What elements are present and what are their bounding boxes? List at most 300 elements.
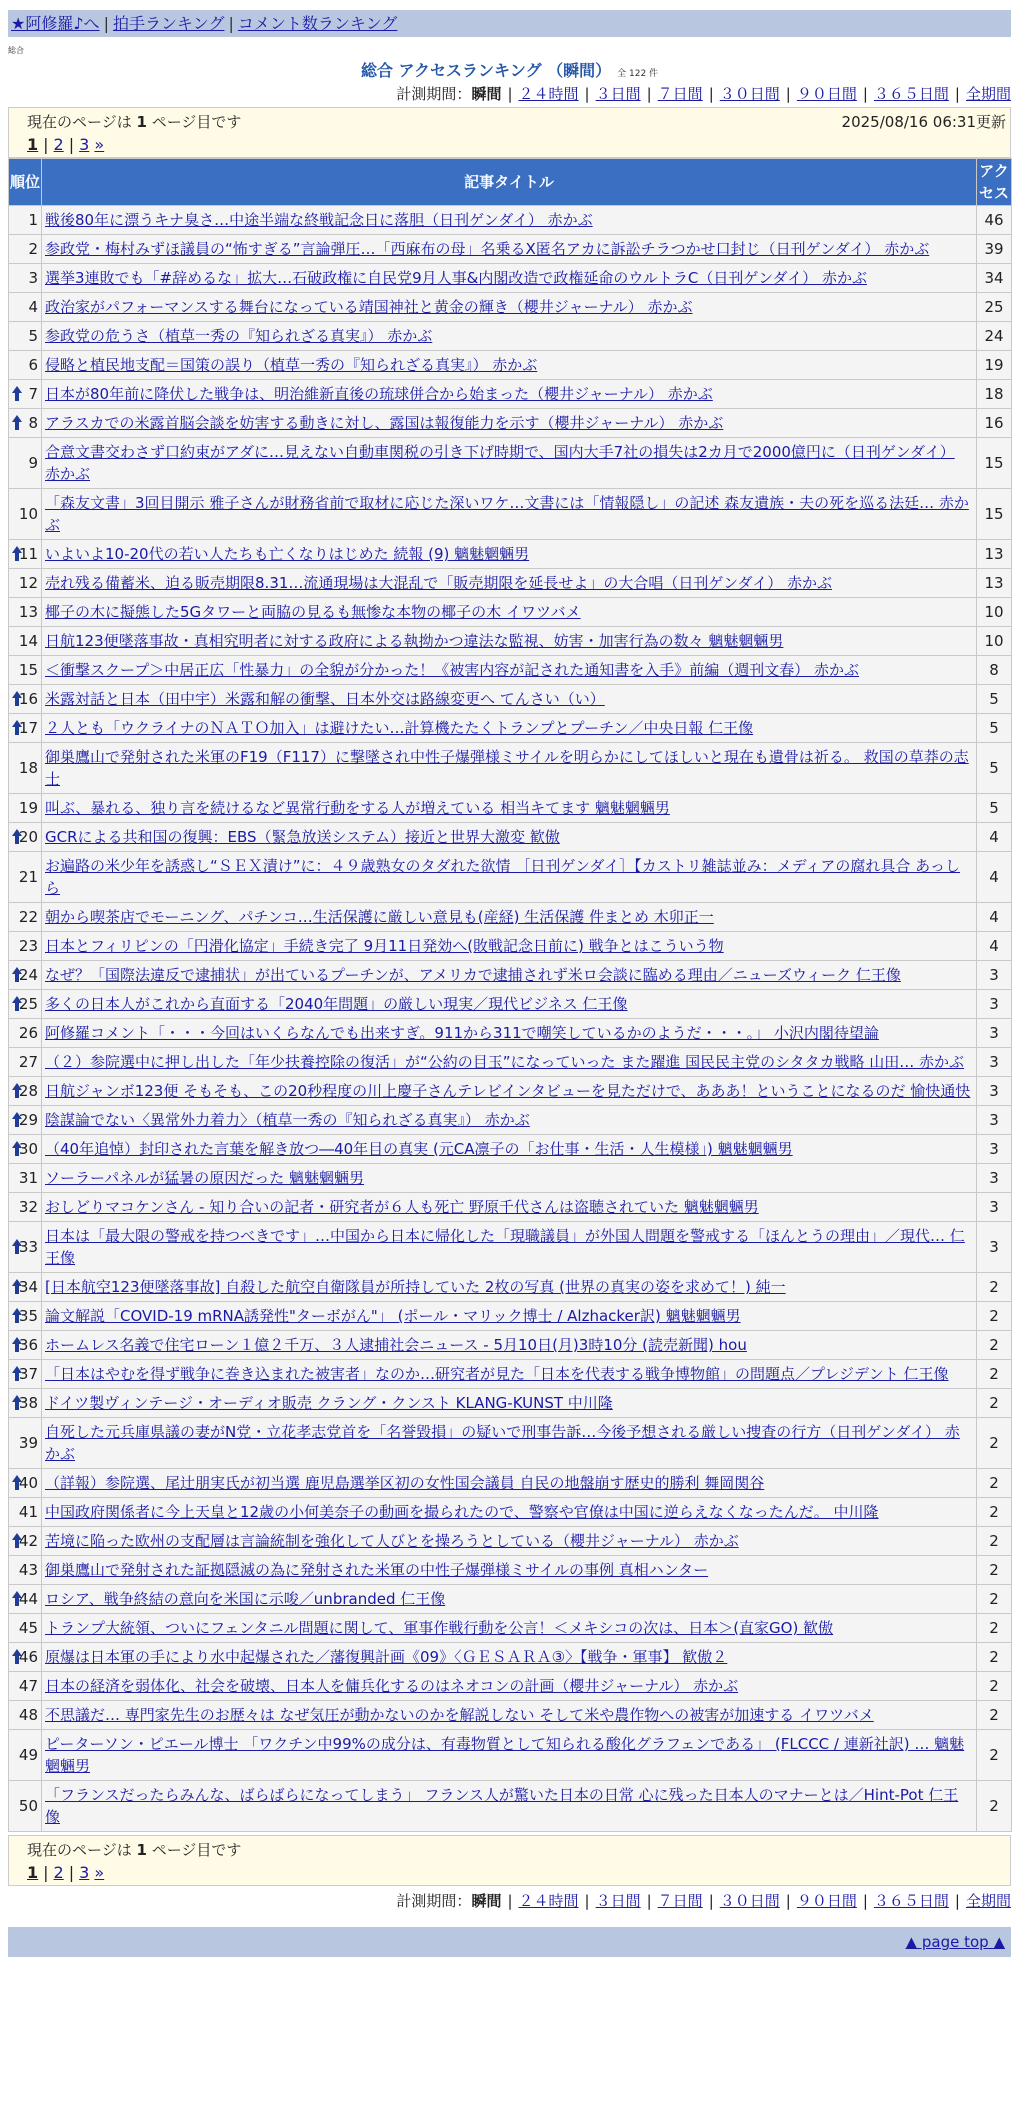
- rank-number: 23: [18, 937, 38, 955]
- period-link[interactable]: ２４時間: [518, 85, 579, 103]
- table-row: [9, 380, 1012, 409]
- rank-cell: [9, 235, 42, 264]
- article-title-link[interactable]: 侵略と植民地支配＝国策の誤り（植草一秀の『知られざる真実』） 赤かぶ: [45, 356, 538, 374]
- rank-up-arrow-icon: [12, 1308, 22, 1315]
- title-cell: [42, 685, 977, 714]
- clap-ranking-link[interactable]: 拍手ランキング: [112, 14, 225, 33]
- rank-cell: [9, 322, 42, 351]
- table-row: [9, 685, 1012, 714]
- table-row: [9, 1331, 1012, 1360]
- rank-number: 26: [18, 1024, 38, 1042]
- home-link[interactable]: ★阿修羅♪へ: [11, 14, 100, 33]
- period-separator: |: [708, 85, 714, 103]
- table-row: [9, 1614, 1012, 1643]
- access-count: 5: [977, 794, 1012, 823]
- rank-number: 32: [18, 1198, 38, 1216]
- table-row: [9, 1701, 1012, 1730]
- rank-number: 50: [18, 1797, 38, 1815]
- table-row: [9, 1135, 1012, 1164]
- period-link[interactable]: ３日間: [595, 1892, 641, 1910]
- table-row: [9, 1469, 1012, 1498]
- rank-number: 25: [18, 995, 38, 1013]
- rank-cell: [9, 1273, 42, 1302]
- rank-up-arrow-icon: [12, 1533, 22, 1540]
- title-cell: [42, 903, 977, 932]
- rank-cell: [9, 1135, 42, 1164]
- rank-number: 13: [18, 603, 38, 621]
- title-cell: [42, 1672, 977, 1701]
- rank-number: 8: [28, 414, 38, 432]
- article-title-link[interactable]: トランプ大統領、ついにフェンタニル問題に関して、軍事作戦行動を公言！＜メキシコの次は、日本＞(直家GO) 歓傲: [45, 1619, 834, 1637]
- article-title-link[interactable]: 論文解説「COVID-19 mRNA誘発性"ターボがん"」 (ポール・マリック博士 / Alzhacker訳) 魑魅魍魎男: [45, 1307, 741, 1325]
- table-row: [9, 1048, 1012, 1077]
- title-cell: [42, 322, 977, 351]
- pagination-next[interactable]: »: [94, 135, 105, 154]
- article-title-link[interactable]: いよいよ10-20代の若い人たちも亡くなりはじめた 続報 (9) 魑魅魍魎男: [45, 545, 530, 563]
- title-cell: [42, 1389, 977, 1418]
- rank-cell: [9, 1614, 42, 1643]
- total-count: 全 122 件: [617, 69, 659, 79]
- table-row: [9, 409, 1012, 438]
- table-row: [9, 961, 1012, 990]
- period-separator: |: [785, 1892, 791, 1910]
- article-title-link[interactable]: 日本が80年前に降伏した戦争は、明治維新直後の琉球併合から始まった（櫻井ジャーナル） 赤かぶ: [45, 385, 713, 403]
- title-cell: [42, 1527, 977, 1556]
- pagination-link[interactable]: 2: [53, 1863, 64, 1882]
- article-title-link[interactable]: 御巣鷹山で発射された米軍のF19（F117）に撃墜され中性子爆弾様ミサイルを明らかにしてほしいと現在も遺骨は祈る。 救国の草莽の志士: [45, 748, 969, 788]
- title-cell: [42, 206, 977, 235]
- pagination-link[interactable]: 3: [79, 135, 90, 154]
- article-title-link[interactable]: （２）参院選中に押し出した「年少扶養控除の復活」が“公約の目玉”になっていった また躍進 国民民主党のシタタカ戦略 山田… 赤かぶ: [45, 1053, 965, 1071]
- rank-cell: [9, 1643, 42, 1672]
- article-title-link[interactable]: 日航123便墜落事故・真相究明者に対する政府による執拗かつ違法な監視、妨害・加害行為の数々 魑魅魍魎男: [45, 632, 784, 650]
- access-count: 3: [977, 1222, 1012, 1273]
- rank-number: 7: [28, 385, 38, 403]
- title-cell: [42, 1077, 977, 1106]
- pagination-link[interactable]: 3: [79, 1863, 90, 1882]
- period-link[interactable]: ７日間: [657, 1892, 703, 1910]
- article-title-link[interactable]: なぜ？「国際法違反で逮捕状」が出ているプーチンが、アメリカで逮捕されず米ロ会談に臨める理由／ニューズウィーク 仁王像: [45, 966, 901, 984]
- article-title-link[interactable]: ロシア、戦争終結の意向を米国に示唆／unbranded 仁王像: [45, 1590, 446, 1608]
- title-column-header: 記事タイトル: [42, 159, 977, 206]
- title-cell: [42, 438, 977, 489]
- table-row: [9, 322, 1012, 351]
- rank-cell: [9, 489, 42, 540]
- rank-up-arrow-icon: [12, 546, 22, 553]
- period-current: 瞬間: [471, 1892, 502, 1910]
- article-title-link[interactable]: 合意文書交わさず口約束がアダに…見えない自動車関税の引き下げ時期で、国内大手7社の損失は2カ月で2000億円に（日刊ゲンダイ） 赤かぶ: [45, 443, 955, 483]
- title-cell: [42, 1331, 977, 1360]
- article-title-link[interactable]: 陰謀論でない〈異常外力着力〉（植草一秀の『知られざる真実』） 赤かぶ: [45, 1111, 530, 1129]
- table-row: [9, 1193, 1012, 1222]
- rank-cell: [9, 380, 42, 409]
- table-row: [9, 1389, 1012, 1418]
- access-count: 19: [977, 351, 1012, 380]
- article-title-link[interactable]: （40年追悼）封印された言葉を解き放つ―40年目の真実 (元CA凛子の「お仕事・生活・人生模様」) 魑魅魍魎男: [45, 1140, 793, 1158]
- article-title-link[interactable]: ソーラーパネルが猛暑の原因だった 魑魅魍魎男: [45, 1169, 365, 1187]
- access-count: 15: [977, 438, 1012, 489]
- table-row: [9, 1360, 1012, 1389]
- article-title-link[interactable]: ドイツ製ヴィンテージ・オーディオ販売 クラング・クンスト KLANG-KUNST 中川隆: [45, 1394, 613, 1412]
- article-title-link[interactable]: おしどりマコケンさん - 知り合いの記者・研究者が６人も死亡 野原千代さんは盗聴されていた 魑魅魍魎男: [45, 1198, 759, 1216]
- article-title-link[interactable]: 叫ぶ、暴れる、独り言を続けるなど異常行動をする人が増えている 相当キてます 魑魅魍魎男: [45, 799, 670, 817]
- rank-cell: [9, 1048, 42, 1077]
- rank-cell: [9, 1331, 42, 1360]
- rank-cell: [9, 932, 42, 961]
- period-link[interactable]: ３日間: [595, 85, 641, 103]
- current-page-prefix: 現在のページは: [27, 1841, 132, 1859]
- page-info-box-bottom: [8, 1835, 1011, 1886]
- rank-number: 1: [28, 211, 38, 229]
- rank-cell: [9, 990, 42, 1019]
- table-row: [9, 351, 1012, 380]
- rank-cell: [9, 293, 42, 322]
- article-title-link[interactable]: 中国政府関係者に今上天皇と12歳の小何美奈子の動画を撮られたので、警察や官僚は中国に逆らえなくなったんだ。 中川隆: [45, 1503, 879, 1521]
- period-separator: |: [584, 1892, 590, 1910]
- rank-up-arrow-icon: [12, 1239, 22, 1246]
- rank-number: 9: [28, 454, 38, 472]
- rank-up-arrow-icon: [12, 996, 22, 1003]
- table-row: [9, 1498, 1012, 1527]
- rank-column-header: 順位: [9, 159, 42, 206]
- title-cell: [42, 1643, 977, 1672]
- rank-number: 44: [18, 1590, 38, 1608]
- period-link[interactable]: 全期間: [965, 1892, 1011, 1910]
- page-info-box: [8, 107, 1011, 158]
- access-count: 3: [977, 961, 1012, 990]
- rank-cell: [9, 1077, 42, 1106]
- page-info-row: [27, 111, 1010, 132]
- title-cell: [42, 235, 977, 264]
- article-title-link[interactable]: 朝から喫茶店でモーニング、パチンコ…生活保護に厳しい意見も(産経) 生活保護 件まとめ 木卯正一: [45, 908, 714, 926]
- rank-number: 46: [18, 1648, 38, 1666]
- table-row: [9, 1730, 1012, 1781]
- title-cell: [42, 1135, 977, 1164]
- rank-cell: [9, 1389, 42, 1418]
- title-cell: [42, 1418, 977, 1469]
- rank-cell: [9, 627, 42, 656]
- rank-up-arrow-icon: [12, 415, 22, 422]
- access-count: 3: [977, 1164, 1012, 1193]
- article-title-link[interactable]: 参政党・梅村みずほ議員の“怖すぎる”言論弾圧…「西麻布の母」名乗るX匿名アカに訴訟チラつかせ口封じ（日刊ゲンダイ） 赤かぶ: [45, 240, 930, 258]
- article-title-link[interactable]: ホームレス名義で住宅ローン１億２千万、３人逮捕社会ニュース - 5月10日(月)3時10分 (読売新聞) hou: [45, 1336, 747, 1354]
- access-count: 3: [977, 1019, 1012, 1048]
- rank-cell: [9, 714, 42, 743]
- title-cell: [42, 1730, 977, 1781]
- pagination: [27, 135, 1010, 154]
- comment-ranking-link[interactable]: コメント数ランキング: [237, 14, 398, 33]
- rank-number: 15: [18, 661, 38, 679]
- pagination-separator: |: [68, 1863, 75, 1882]
- article-title-link[interactable]: 「日本はやむを得ず戦争に巻き込まれた被害者」なのか…研究者が見た「日本を代表する戦争博物館」の問題点／プレジデント 仁王像: [45, 1365, 949, 1383]
- rank-cell: [9, 569, 42, 598]
- title-cell: [42, 932, 977, 961]
- rank-cell: [9, 656, 42, 685]
- rank-cell: [9, 1781, 42, 1832]
- rank-up-arrow-icon: [12, 1366, 22, 1373]
- top-nav-bar: [8, 10, 1011, 37]
- pagination-separator: |: [43, 1863, 49, 1882]
- rank-number: 3: [28, 269, 38, 287]
- table-row: [9, 206, 1012, 235]
- table-row: [9, 1781, 1012, 1832]
- access-count: 2: [977, 1302, 1012, 1331]
- period-link[interactable]: ２４時間: [518, 1892, 579, 1910]
- pagination-current: 1: [27, 1863, 39, 1882]
- rank-cell: [9, 852, 42, 903]
- title-cell: [42, 540, 977, 569]
- title-cell: [42, 714, 977, 743]
- title-cell: [42, 1019, 977, 1048]
- article-title-link[interactable]: 売れ残る備蓄米、迫る販売期限8.31…流通現場は大混乱で「販売期限を延長せよ」の大合唱（日刊ゲンダイ） 赤かぶ: [45, 574, 832, 592]
- rank-number: 10: [18, 505, 38, 523]
- period-separator: |: [507, 85, 513, 103]
- access-count: 25: [977, 293, 1012, 322]
- title-cell: [42, 293, 977, 322]
- period-link[interactable]: ３０日間: [719, 85, 780, 103]
- rank-cell: [9, 1418, 42, 1469]
- article-title-link[interactable]: 不思議だ… 専門家先生のお歴々は なぜ気圧が動かないのかを解説しない そして米や農作物への被害が加速する イワツバメ: [45, 1706, 874, 1724]
- period-separator: |: [646, 1892, 652, 1910]
- rank-number: 30: [18, 1140, 38, 1158]
- title-cell: [42, 380, 977, 409]
- current-page-text: [27, 1839, 241, 1860]
- rank-number: 17: [18, 719, 38, 737]
- current-page-number: 1: [136, 113, 147, 131]
- access-count: 2: [977, 1585, 1012, 1614]
- pagination-link[interactable]: 2: [53, 135, 64, 154]
- rank-number: 14: [18, 632, 38, 650]
- title-cell: [42, 1556, 977, 1585]
- rank-number: 28: [18, 1082, 38, 1100]
- rank-up-arrow-icon: [12, 1475, 22, 1482]
- rank-cell: [9, 1360, 42, 1389]
- rank-number: 49: [18, 1746, 38, 1764]
- category-label: 総合: [8, 46, 24, 55]
- access-count: 2: [977, 1527, 1012, 1556]
- access-count: 16: [977, 409, 1012, 438]
- rank-cell: [9, 743, 42, 794]
- table-row: [9, 1585, 1012, 1614]
- rank-up-arrow-icon: [12, 1279, 22, 1286]
- access-count: 2: [977, 1418, 1012, 1469]
- rank-up-arrow-icon: [12, 386, 22, 393]
- table-row: [9, 1273, 1012, 1302]
- period-link[interactable]: ９０日間: [796, 1892, 857, 1910]
- period-link[interactable]: ９０日間: [796, 85, 857, 103]
- title-cell: [42, 1781, 977, 1832]
- period-current: 瞬間: [471, 85, 502, 103]
- rank-number: 6: [28, 356, 38, 374]
- rank-number: 36: [18, 1336, 38, 1354]
- table-row: [9, 1106, 1012, 1135]
- title-cell: [42, 1222, 977, 1273]
- table-row: [9, 852, 1012, 903]
- rank-number: 22: [18, 908, 38, 926]
- rank-number: 31: [18, 1169, 38, 1187]
- rank-number: 41: [18, 1503, 38, 1521]
- updated-timestamp: 2025/08/16 06:31更新: [841, 113, 1006, 131]
- current-page-number: 1: [136, 1841, 147, 1859]
- rank-number: 33: [18, 1238, 38, 1256]
- access-count: 3: [977, 1106, 1012, 1135]
- article-title-link[interactable]: 多くの日本人がこれから直面する「2040年問題」の厳しい現実／現代ビジネス 仁王像: [45, 995, 628, 1013]
- article-title-link[interactable]: ＜衝撃スクープ＞中居正広「性暴力」の全貌が分かった！《被害内容が記された通知書を入手》前編（週刊文春） 赤かぶ: [45, 661, 860, 679]
- nav-separator: |: [103, 14, 109, 33]
- table-row: [9, 1418, 1012, 1469]
- article-title-link[interactable]: 御巣鷹山で発射された証拠隠滅の為に発射された米軍の中性子爆弾様ミサイルの事例 真相ハンター: [45, 1561, 709, 1579]
- access-count: 39: [977, 235, 1012, 264]
- access-count: 2: [977, 1556, 1012, 1585]
- access-count: 2: [977, 1273, 1012, 1302]
- access-count: 2: [977, 1614, 1012, 1643]
- rank-number: 47: [18, 1677, 38, 1695]
- table-row: [9, 794, 1012, 823]
- access-count: 3: [977, 990, 1012, 1019]
- period-separator: |: [646, 85, 652, 103]
- rank-cell: [9, 1672, 42, 1701]
- access-count: 5: [977, 685, 1012, 714]
- access-count: 46: [977, 206, 1012, 235]
- access-count: 2: [977, 1701, 1012, 1730]
- title-cell: [42, 743, 977, 794]
- rank-number: 16: [18, 690, 38, 708]
- title-cell: [42, 627, 977, 656]
- table-row: [9, 743, 1012, 794]
- table-row: [9, 598, 1012, 627]
- article-title-link[interactable]: 「森友文書」3回目開示 雅子さんが財務省前で取材に応じた深いワケ…文書には「情報隠し」の記述 森友遺族・夫の死を巡る法廷… 赤かぶ: [45, 494, 969, 534]
- access-count: 15: [977, 489, 1012, 540]
- table-row: [9, 293, 1012, 322]
- article-title-link[interactable]: 日本は「最大限の警戒を持つべきです」…中国から日本に帰化した「現職議員」が外国人問題を警戒する「ほんとうの理由」／現代… 仁王像: [45, 1227, 965, 1267]
- title-cell: [42, 1273, 977, 1302]
- access-count: 2: [977, 1331, 1012, 1360]
- title-cell: [42, 1302, 977, 1331]
- rank-cell: [9, 1730, 42, 1781]
- pagination-current: 1: [27, 135, 39, 154]
- title-cell: [42, 823, 977, 852]
- period-separator: |: [862, 85, 868, 103]
- page-top-link[interactable]: ▲ page top ▲: [905, 1933, 1005, 1951]
- title-cell: [42, 1164, 977, 1193]
- page-title: 総合 アクセスランキング （瞬間）: [360, 61, 612, 80]
- rank-number: 34: [18, 1278, 38, 1296]
- rank-number: 11: [18, 545, 38, 563]
- table-row: [9, 569, 1012, 598]
- rank-up-arrow-icon: [12, 1112, 22, 1119]
- title-cell: [42, 852, 977, 903]
- title-cell: [42, 794, 977, 823]
- title-cell: [42, 1701, 977, 1730]
- title-cell: [42, 1048, 977, 1077]
- article-title-link[interactable]: 苦境に陥った欧州の支配層は言論統制を強化して人びとを操ろうとしている（櫻井ジャーナル） 赤かぶ: [45, 1532, 739, 1550]
- table-row: [9, 264, 1012, 293]
- access-count: 2: [977, 1498, 1012, 1527]
- table-row: [9, 714, 1012, 743]
- article-title-link[interactable]: 原爆は日本軍の手により水中起爆された／藩復興計画《09》〈ＧＥＳＡＲＡ③〉【戦争・軍事】 歓傲２: [45, 1648, 728, 1666]
- table-row: [9, 235, 1012, 264]
- article-title-link[interactable]: アラスカでの米露首脳会談を妨害する動きに対し、露国は報復能力を示す（櫻井ジャーナル） 赤かぶ: [45, 414, 724, 432]
- rank-cell: [9, 1469, 42, 1498]
- period-link[interactable]: ３６５日間: [873, 1892, 949, 1910]
- rank-cell: [9, 438, 42, 489]
- article-title-link[interactable]: お遍路の米少年を誘惑し“ＳＥＸ漬け”に：４９歳熟女のタダれた欲情 ［日刊ゲンダイ］【カストリ雑誌並み：メディアの腐れ具合 あっしら: [45, 857, 961, 897]
- article-title-link[interactable]: 阿修羅コメント「・・・今回はいくらなんでも出来すぎ。911から311で嘲笑しているかのようだ・・・。」 小沢内閣待望論: [45, 1024, 879, 1042]
- current-page-suffix: ページ目です: [151, 1841, 242, 1859]
- article-title-link[interactable]: [日本航空123便墜落事故] 自殺した航空自衛隊員が所持していた 2枚の写真 (世界の真実の姿を求めて！) 純一: [45, 1278, 786, 1296]
- article-title-link[interactable]: ２人とも「ウクライナのＮＡＴＯ加入」は避けたい…計算機たたくトランプとプーチン／中央日報 仁王像: [45, 719, 754, 737]
- period-separator: |: [785, 85, 791, 103]
- article-title-link[interactable]: GCRによる共和国の復興：EBS（緊急放送システム）接近と世界大激変 歓傲: [45, 828, 560, 846]
- access-count: 3: [977, 1135, 1012, 1164]
- rank-cell: [9, 1106, 42, 1135]
- article-title-link[interactable]: 選挙3連敗でも「#辞めるな」拡大…石破政権に自民党9月人事&内閣改造で政権延命のウルトラC（日刊ゲンダイ） 赤かぶ: [45, 269, 867, 287]
- table-row: [9, 540, 1012, 569]
- access-count: 4: [977, 823, 1012, 852]
- article-title-link[interactable]: 米露対話と日本（田中宇）米露和解の衝撃、日本外交は路線変更へ てんさい（い）: [45, 690, 605, 708]
- table-row: [9, 823, 1012, 852]
- article-title-link[interactable]: 参政党の危うさ（植草一秀の『知られざる真実』） 赤かぶ: [45, 327, 433, 345]
- table-row: [9, 1077, 1012, 1106]
- pagination-next[interactable]: »: [94, 1863, 105, 1882]
- period-link[interactable]: ３６５日間: [873, 85, 949, 103]
- article-title-link[interactable]: 日本の経済を弱体化、社会を破壊、日本人を傭兵化するのはネオコンの計画（櫻井ジャーナル） 赤かぶ: [45, 1677, 739, 1695]
- period-link[interactable]: ３０日間: [719, 1892, 780, 1910]
- rank-cell: [9, 206, 42, 235]
- title-cell: [42, 990, 977, 1019]
- rank-cell: [9, 1585, 42, 1614]
- access-count: 5: [977, 714, 1012, 743]
- table-row: [9, 438, 1012, 489]
- rank-number: 29: [18, 1111, 38, 1129]
- access-count: 4: [977, 903, 1012, 932]
- page-title-row: [0, 58, 1019, 81]
- pagination: [27, 1863, 1010, 1882]
- rank-number: 39: [18, 1434, 38, 1452]
- article-title-link[interactable]: （詳報）参院選、尾辻朋実氏が初当選 鹿児島選挙区初の女性国会議員 自民の地盤崩す歴史的勝利 舞岡関谷: [45, 1474, 765, 1492]
- article-title-link[interactable]: 「フランスだったらみんな、ばらばらになってしまう」 フランス人が驚いた日本の日常 心に残った日本人のマナーとは／Hint-Pot 仁王像: [45, 1786, 959, 1826]
- access-count: 13: [977, 569, 1012, 598]
- rank-up-arrow-icon: [12, 967, 22, 974]
- title-cell: [42, 961, 977, 990]
- rank-cell: [9, 1498, 42, 1527]
- article-title-link[interactable]: 政治家がパフォーマンスする舞台になっている靖国神社と黄金の輝き（櫻井ジャーナル） 赤かぶ: [45, 298, 693, 316]
- current-page-prefix: 現在のページは: [27, 113, 132, 131]
- period-link[interactable]: ７日間: [657, 85, 703, 103]
- article-title-link[interactable]: 戦後80年に漂うキナ臭さ…中途半端な終戦記念日に落胆（日刊ゲンダイ） 赤かぶ: [45, 211, 593, 229]
- title-cell: [42, 1498, 977, 1527]
- access-count: 24: [977, 322, 1012, 351]
- rank-cell: [9, 540, 42, 569]
- title-cell: [42, 1360, 977, 1389]
- article-title-link[interactable]: 自死した元兵庫県議の妻がN党・立花孝志党首を「名誉毀損」の疑いで刑事告訴…今後予想される厳しい捜査の行方（日刊ゲンダイ） 赤かぶ: [45, 1423, 960, 1463]
- article-title-link[interactable]: 日航ジャンボ123便 そもそも、この20秒程度の川上慶子さんテレビインタビューを見ただけで、あああ！ということになるのだ 愉快通快: [45, 1082, 971, 1100]
- rank-cell: [9, 1222, 42, 1273]
- rank-cell: [9, 1302, 42, 1331]
- rank-up-arrow-icon: [12, 829, 22, 836]
- title-cell: [42, 489, 977, 540]
- article-title-link[interactable]: 日本とフィリピンの「円滑化協定」手続き完了 9月11日発効へ(敗戦記念日前に) 戦争とはこういう物: [45, 937, 724, 955]
- period-link[interactable]: 全期間: [965, 85, 1011, 103]
- rank-number: 45: [18, 1619, 38, 1637]
- rank-number: 2: [28, 240, 38, 258]
- access-count: 34: [977, 264, 1012, 293]
- current-page-text: [27, 111, 241, 132]
- article-title-link[interactable]: ピーターソン・ピエール博士 「ワクチン中99%の成分は、有毒物質として知られる酸化グラフェンである」 (FLCCC / 連新社訳) … 魑魅魍魎男: [45, 1735, 965, 1775]
- article-title-link[interactable]: 椰子の木に擬態した5Gタワーと両脇の見るも無惨な本物の椰子の木 イワツバメ: [45, 603, 581, 621]
- table-row: [9, 1672, 1012, 1701]
- title-cell: [42, 656, 977, 685]
